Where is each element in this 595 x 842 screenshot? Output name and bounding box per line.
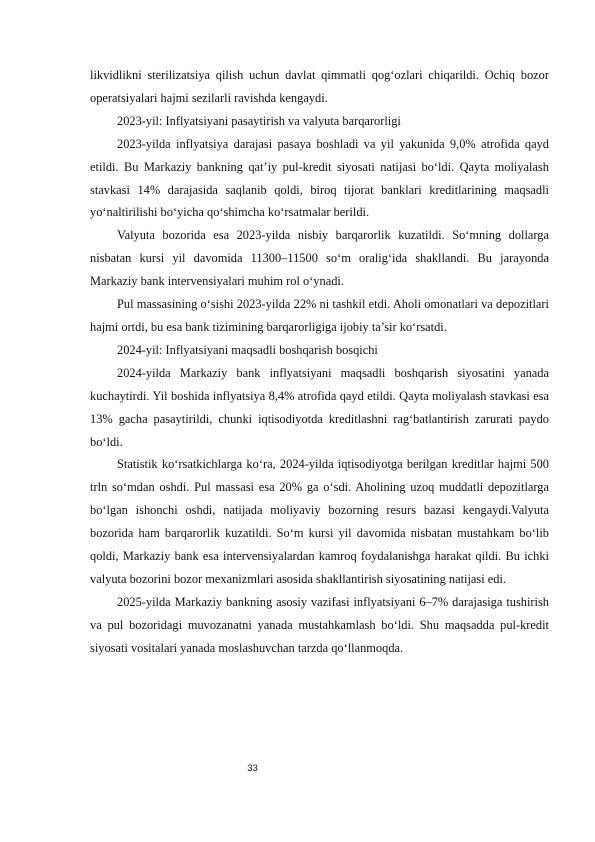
- section-heading-2023: 2023-yil: Inflyatsiyani pasaytirish va valyuta barqarorligi: [117, 113, 401, 128]
- paragraph-policy-2024: 2024-yilda Markaziy bank inflyatsiyani maqsadli boshqarish siyosatini yanada kuchaytirdi. Yil boshida inflyatsiya 8,4% atrofida qayd etildi. Qayta moliyalash stavkasi esa 13% gacha pasaytirildi, chunki iqtisodiyotda kreditlashni rag‘batlantirish zarurati paydo bo‘ldi.: [90, 365, 549, 449]
- paragraph-money-supply-2023: Pul massasining o‘sishi 2023-yilda 22% ni tashkil etdi. Aholi omonatlari va depozitlari hajmi ortdi, bu esa bank tizimining barqarorligiga ijobiy ta’sir ko‘rsatdi.: [90, 297, 549, 334]
- document-body: [90, 64, 549, 660]
- paragraph-continuation: likvidlikni sterilizatsiya qilish uchun davlat qimmatli qog‘ozlari chiqarildi. Ochiq bozor operatsiyalari hajmi sezilarli ravishda kengaydi.: [90, 68, 549, 105]
- page-number: 33: [247, 763, 258, 774]
- paragraph-statistics-2024: Statistik ko‘rsatkichlarga ko‘ra, 2024-yilda iqtisodiyotga berilgan kreditlar hajmi 500 trln so‘mdan oshdi. Pul massasi esa 20% ga o‘sdi. Aholining uzoq muddatli depozitlarga bo‘lgan ishonchi oshdi, natijada moliyaviy bozorning resurs bazasi kengaydi.Valyuta bozorida ham barqarorlik kuzatildi. So‘m kursi yil davomida nisbatan mustahkam bo‘lib qoldi, Markaziy bank esa intervensiyalardan kamroq foydalanishga harakat qildi. Bu ichki valyuta bozorini bozor mexanizmlari asosida shakllantirish siyosatining natijasi edi.: [90, 457, 549, 586]
- paragraph-inflation-2023: 2023-yilda inflyatsiya darajasi pasaya boshladi va yil yakunida 9,0% atrofida qayd etildi. Bu Markaziy bankning qat’iy pul-kredit siyosati natijasi bo‘ldi. Qayta moliyalash stavkasi 14% darajasida saqlanib qoldi, biroq tijorat banklari kreditlarining maqsadli yo‘naltirilishi bo‘yicha qo‘shimcha ko‘rsatmalar berildi.: [90, 136, 549, 220]
- paragraph-goals-2025: 2025-yilda Markaziy bankning asosiy vazifasi inflyatsiyani 6–7% darajasiga tushirish va pul bozoridagi muvozanatni yanada mustahkamlash bo‘ldi. Shu maqsadda pul-kredit siyosati vositalari yanada moslashuvchan tarzda qo‘llanmoqda.: [90, 594, 549, 655]
- section-heading-2024: 2024-yil: Inflyatsiyani maqsadli boshqarish bosqichi: [117, 342, 378, 357]
- paragraph-currency-2023: Valyuta bozorida esa 2023-yilda nisbiy barqarorlik kuzatildi. So‘mning dollarga nisbatan kursi yil davomida 11300–11500 so‘m oralig‘ida shakllandi. Bu jarayonda Markaziy bank intervensiyalari muhim rol o‘ynadi.: [90, 228, 549, 289]
